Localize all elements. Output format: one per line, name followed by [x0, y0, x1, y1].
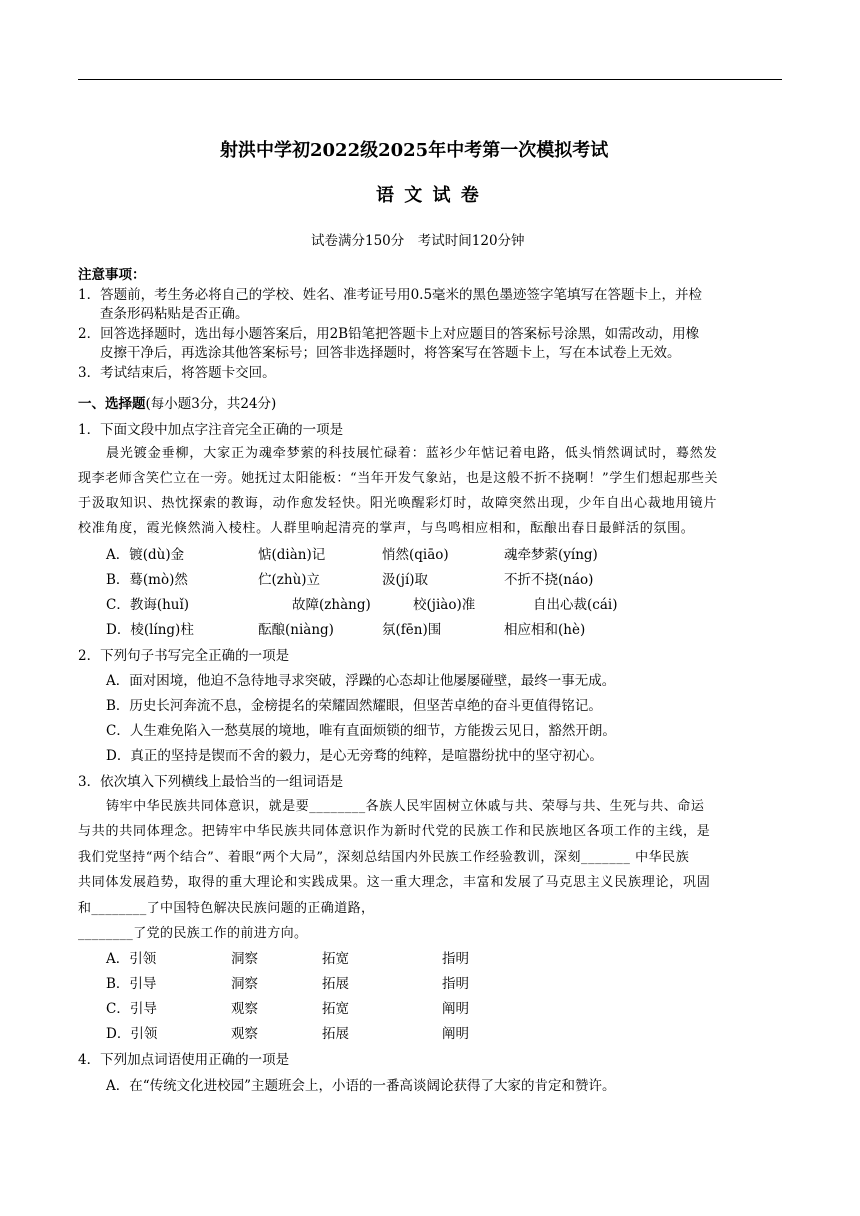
q4-stem: 4．下列加点词语使用正确的一项是 [78, 1052, 290, 1068]
q3-option-b-3: 拓展 [322, 976, 349, 992]
q1-option-b-2: 伫(zhù)立 [258, 572, 321, 588]
q3-option-c-1: C．引导 [106, 1001, 157, 1017]
notes-item: 皮擦干净后，再选涂其他答案标号；回答非选择题时，将答案写在答题卡上，写在本试卷上无效。 [100, 345, 681, 361]
q3-option-d-4: 阐明 [442, 1026, 469, 1042]
q1-passage-line: 于汲取知识、热忱探索的教诲，动作愈发轻快。阳光唤醒彩灯时，故障突然出现，少年自出心裁地用镜片 [78, 496, 718, 511]
notes-item: 2．回答选择题时，选出每小题答案后，用2B铅笔把答题卡上对应题目的答案标号涂黑，如需改动，用橡 [78, 326, 700, 342]
q1-option-a-4: 魂牵梦萦(yíng) [504, 547, 598, 563]
q1-option-d-1: D．棱(líng)柱 [106, 622, 194, 638]
q1-passage-line: 晨光镀金垂柳，大家正为魂牵梦萦的科技展忙碌着：蓝衫少年惦记着电路，低头悄然调试时，蓦然发 [106, 446, 718, 461]
q1-option-c-1: C．教诲(huǐ) [106, 597, 190, 613]
q3-option-d-1: D．引领 [106, 1026, 158, 1042]
section1-title: 一、选择题 [78, 396, 146, 412]
notes-heading: 注意事项： [78, 267, 146, 283]
q3-option-d-3: 拓展 [322, 1026, 349, 1042]
q1-option-c-4: 自出心裁(cái) [533, 597, 618, 613]
q3-option-b-2: 洞察 [231, 976, 258, 992]
header-rule [78, 79, 782, 80]
q2-option: C．人生难免陷入一愁莫展的境地，唯有直面烦锁的细节，方能拨云见日，豁然开朗。 [106, 723, 616, 739]
notes-item: 3．考试结束后，将答题卡交回。 [78, 365, 276, 381]
q1-option-d-3: 氛(fēn)围 [382, 622, 442, 638]
q3-option-c-3: 拓宽 [322, 1001, 349, 1017]
q1-stem: 1．下面文段中加点字注音完全正确的一项是 [78, 422, 344, 438]
q2-option: A．面对困境，他迫不急待地寻求突破，浮躁的心态却让他屡屡碰壁，最终一事无成。 [106, 673, 616, 689]
q1-option-a-2: 惦(diàn)记 [258, 547, 326, 563]
q1-option-b-3: 汲(jí)取 [382, 572, 429, 588]
q1-option-d-2: 酝酿(niàng) [258, 622, 334, 638]
q3-passage-line: 和________了中国特色解决民族问题的正确道路， [78, 901, 375, 916]
q2-option: B．历史长河奔流不息，金榜提名的荣耀固然耀眼，但坚苦卓绝的奋斗更值得铭记。 [106, 698, 602, 714]
q3-option-a-3: 拓宽 [322, 951, 349, 967]
notes-item: 1．答题前，考生务必将自己的学校、姓名、准考证号用0.5毫米的黑色墨迹签字笔填写在答题卡上，并检 [78, 287, 703, 303]
q1-option-a-1: A．镀(dù)金 [106, 547, 185, 563]
q1-option-a-3: 悄然(qiāo) [382, 547, 449, 563]
q3-option-a-4: 指明 [442, 951, 469, 967]
q3-passage-line: 铸牢中华民族共同体意识，就是要________各族人民牢固树立休戚与共、荣辱与共、生死与共、命运 [106, 799, 705, 814]
q3-option-b-1: B．引导 [106, 976, 157, 992]
exam-title: 射洪中学初2022级2025年中考第一次模拟考试 [220, 140, 609, 161]
q3-option-c-4: 阐明 [442, 1001, 469, 1017]
q3-passage-line: 共同体发展趋势，取得的重大理论和实践成果。这一重大理念，丰富和发展了马克思主义民族理论，巩固 [78, 875, 711, 890]
section1-heading [78, 394, 276, 414]
exam-subject: 语 文 试 卷 [376, 185, 481, 206]
q1-option-c-2: 故障(zhàng) [292, 597, 371, 613]
notes-item: 查条形码粘贴是否正确。 [100, 306, 249, 322]
q3-option-a-2: 洞察 [231, 951, 258, 967]
q3-passage-line: 与共的共同体理念。把铸牢中华民族共同体意识作为新时代党的民族工作和民族地区各项工作的主线，是 [78, 824, 711, 839]
q1-passage-line: 现李老师含笑伫立在一旁。她抚过太阳能板：“当年开发气象站，也是这般不折不挠啊！”学生们想起那些关 [78, 471, 719, 486]
section1-score: (每小题3分，共24分) [145, 396, 277, 412]
q1-option-c-3: 校(jiào)准 [413, 597, 476, 613]
q1-option-b-4: 不折不挠(náo) [504, 572, 594, 588]
q3-option-d-2: 观察 [231, 1026, 258, 1042]
q1-passage-line: 校准角度，霞光倏然淌入棱柱。人群里响起清亮的掌声，与鸟鸣相应相和，酝酿出春日最鲜活的氛围。 [78, 521, 695, 536]
q1-option-b-1: B．蓦(mò)然 [106, 572, 188, 588]
q1-option-d-4: 相应相和(hè) [504, 622, 586, 638]
q3-passage-line: 我们党坚持“两个结合”、着眼“两个大局”，深刻总结国内外民族工作经验教训，深刻_______ 中华民族 [78, 850, 690, 865]
q3-passage-line: ________了党的民族工作的前进方向。 [78, 926, 308, 941]
q3-option-a-1: A．引领 [106, 951, 157, 967]
q2-stem: 2．下列句子书写完全正确的一项是 [78, 648, 290, 664]
q3-option-c-2: 观察 [231, 1001, 258, 1017]
q4-option: A．在“传统文化进校园”主题班会上，小语的一番高谈阔论获得了大家的肯定和赞许。 [106, 1078, 616, 1094]
q2-option: D．真正的坚持是锲而不舍的毅力，是心无旁骛的纯粹，是喧嚣纷扰中的坚守初心。 [106, 748, 603, 764]
q3-stem: 3．依次填入下列横线上最恰当的一组词语是 [78, 774, 344, 790]
q3-option-b-4: 指明 [442, 976, 469, 992]
exam-meta: 试卷满分150分 考试时间120分钟 [311, 233, 525, 249]
